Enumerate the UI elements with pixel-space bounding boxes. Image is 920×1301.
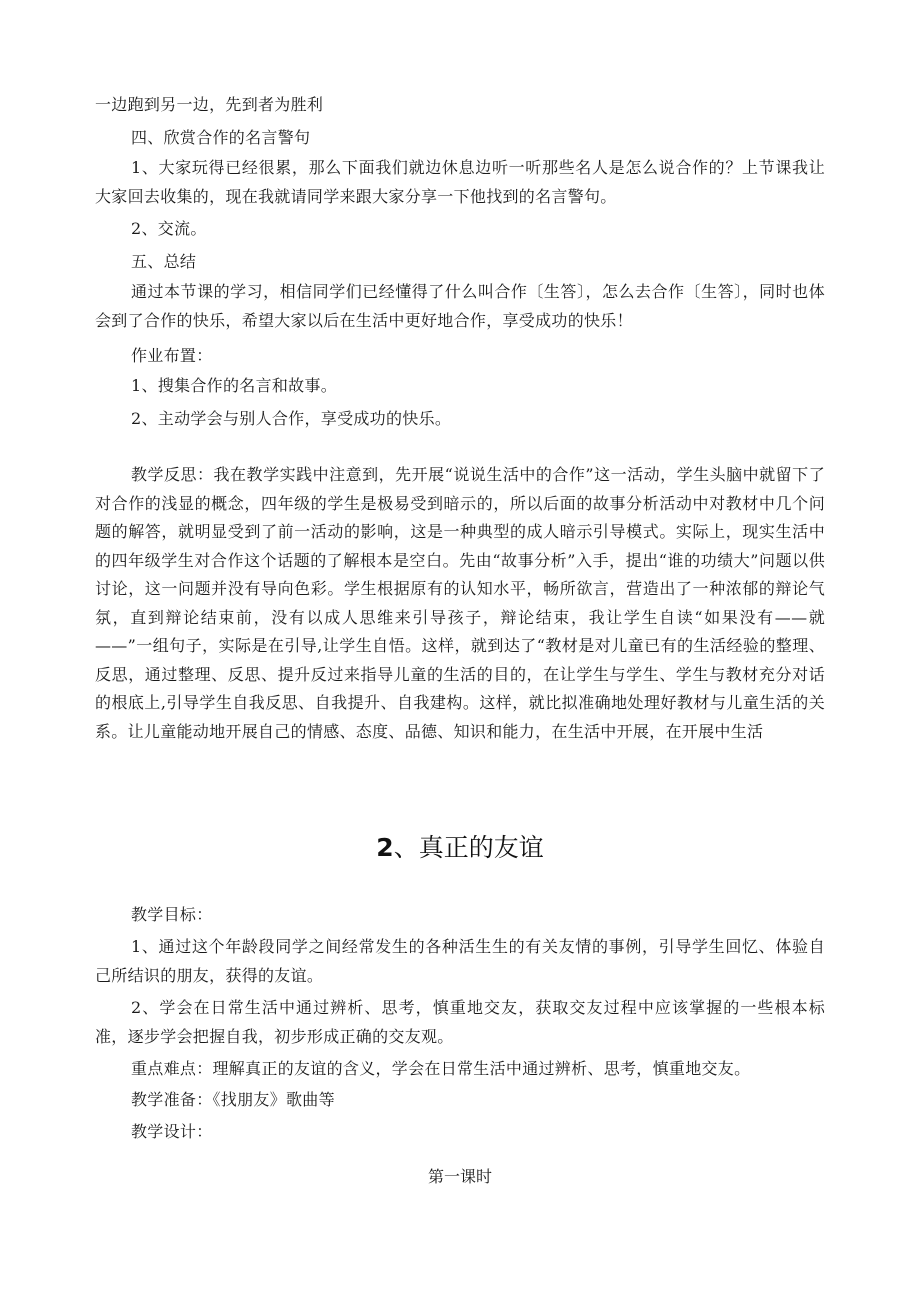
section-4-heading: 四、欣赏合作的名言警句 <box>131 128 311 147</box>
teaching-preparation: 教学准备：《找朋友》歌曲等 <box>131 1090 335 1109</box>
section-5-heading: 五、总结 <box>131 252 197 271</box>
session-label: 第一课时 <box>427 1167 492 1186</box>
continued-line: 一边跑到另一边，先到者为胜利 <box>95 95 324 114</box>
objective-2: 2、学会在日常生活中通过辨析、思考，慎重地交友，获取交友过程中应该掌握的一些根本标准，逐步学会把握自我，初步形成正确的交友观。 <box>95 998 825 1046</box>
lesson-title <box>0 833 920 863</box>
section-4-item-1: 1、大家玩得已经很累，那么下面我们就边休息边听一听那些名人是怎么说合作的？上节课我让大家回去收集的，现在我就请同学来跟大家分享一下他找到的名言警句。 <box>95 158 825 206</box>
homework-item-1: 1、搜集合作的名言和故事。 <box>131 376 338 395</box>
design-heading: 教学设计： <box>131 1122 213 1141</box>
objectives-heading: 教学目标： <box>131 905 213 924</box>
lesson-title-number: 2 <box>376 833 394 862</box>
homework-item-2: 2、主动学会与别人合作，享受成功的快乐。 <box>131 409 452 428</box>
teaching-reflection-paragraph: 教学反思：我在教学实践中注意到，先开展“说说生活中的合作”这一活动，学生头脑中就留下了对合作的浅显的概念，四年级的学生是极易受到暗示的，所以后面的故事分析活动中对教材中几个问题的解答，就明显受到了前一活动的影响，这是一种典型的成人暗示引导模式。实际上，现实生活中的四年级学生对合作这个话题的了解根本是空白。先由“故事分析”入手，提出“谁的功绩大”问题以供讨论，这一问题并没有导向色彩。学生根据原有的认知水平，畅所欲言，营造出了一种浓郁的辩论气氛，直到辩论结束前，没有以成人思维来引导孩子，辩论结束，我让学生自读“如果没有——就——”一组句子，实际是在引导,让学生自悟。这样，就到达了“教材是对儿童已有的生活经验的整理、反思，通过整理、反思、提升反过来指导儿童的生活的目的，在让学生与学生、学生与教材充分对话的根底上,引导学生自我反思、自我提升、自我建构。这样，就比拟准确地处理好教材与儿童生活的关系。让儿童能动地开展自己的情感、态度、品德、知识和能力，在生活中开展，在开展中生活 <box>95 465 825 741</box>
lesson-title-text: 、真正的友谊 <box>393 833 544 862</box>
objective-1: 1、通过这个年龄段同学之间经常发生的各种活生生的有关友情的事例，引导学生回忆、体验自己所结识的朋友，获得的友谊。 <box>95 937 825 985</box>
key-points: 重点难点：理解真正的友谊的含义，学会在日常生活中通过辨析、思考，慎重地交友。 <box>131 1059 751 1078</box>
homework-heading: 作业布置： <box>131 346 213 365</box>
summary-paragraph: 通过本节课的学习，相信同学们已经懂得了什么叫合作〔生答〕，怎么去合作〔生答〕，同时也体会到了合作的快乐，希望大家以后在生活中更好地合作，享受成功的快乐！ <box>95 282 825 330</box>
section-4-item-2: 2、交流。 <box>131 219 207 238</box>
